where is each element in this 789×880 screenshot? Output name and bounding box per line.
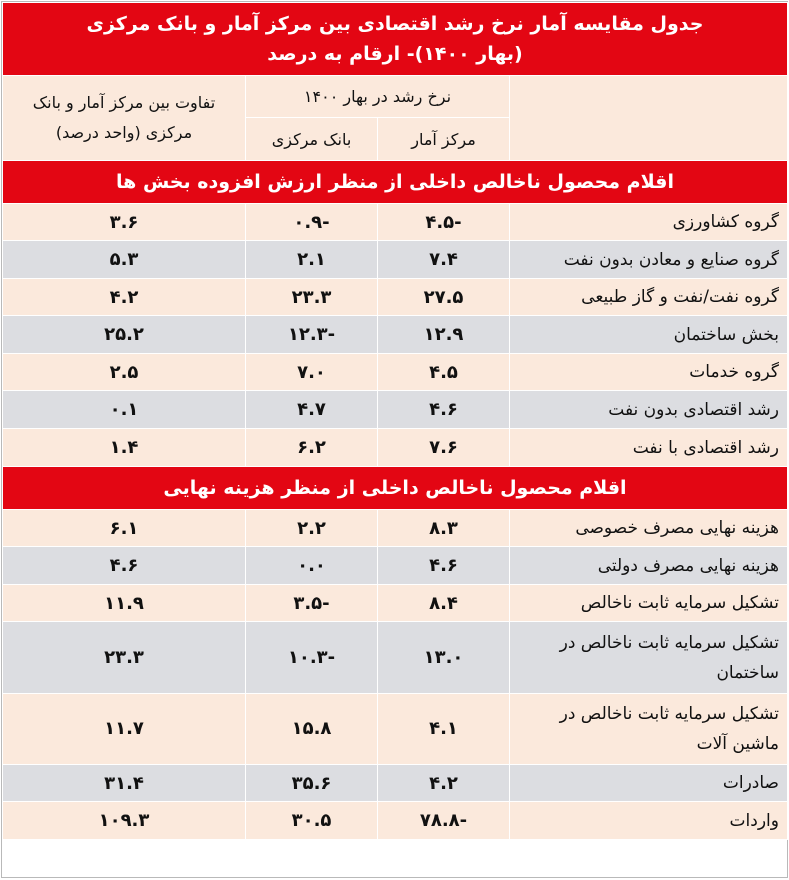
section-title: اقلام محصول ناخالص داخلی از منظر ارزش افزوده بخش ها bbox=[3, 161, 788, 204]
difference-value: ۴.۶ bbox=[3, 547, 246, 585]
row-label: گروه نفت/نفت و گاز طبیعی bbox=[510, 279, 788, 316]
header-difference: تفاوت بین مرکز آمار و بانک مرکزی (واحد درصد) bbox=[3, 76, 246, 161]
row-label: گروه صنایع و معادن بدون نفت bbox=[510, 241, 788, 279]
statistics-center-value: ۲۷.۵ bbox=[378, 279, 510, 316]
difference-value: ۲۵.۲ bbox=[3, 316, 246, 354]
central-bank-value: ۳۵.۶ bbox=[246, 765, 378, 802]
table-row bbox=[3, 204, 788, 241]
table-row bbox=[3, 391, 788, 429]
table-row bbox=[3, 429, 788, 467]
statistics-center-value: ۴.۶ bbox=[378, 391, 510, 429]
comparison-table-figure bbox=[1, 1, 788, 878]
row-label: رشد اقتصادی با نفت bbox=[510, 429, 788, 467]
row-label: تشکیل سرمایه ثابت ناخالص در ماشین آلات bbox=[510, 694, 788, 765]
difference-value: ۱.۴ bbox=[3, 429, 246, 467]
header-empty-cell bbox=[510, 76, 788, 161]
difference-value: ۳۱.۴ bbox=[3, 765, 246, 802]
difference-value: ۱۱.۹ bbox=[3, 585, 246, 622]
table-row bbox=[3, 765, 788, 802]
statistics-center-value: ۴.۲ bbox=[378, 765, 510, 802]
central-bank-value: ۰.۰ bbox=[246, 547, 378, 585]
table-row bbox=[3, 354, 788, 391]
central-bank-value: ۲.۲ bbox=[246, 510, 378, 547]
header-statistics-center: مرکز آمار bbox=[378, 118, 510, 161]
central-bank-value: -۳.۵ bbox=[246, 585, 378, 622]
central-bank-value: ۲۳.۳ bbox=[246, 279, 378, 316]
statistics-center-value: ۷.۶ bbox=[378, 429, 510, 467]
table-title-line2: (بهار ۱۴۰۰)- ارقام به درصد bbox=[267, 43, 523, 65]
row-label: بخش ساختمان bbox=[510, 316, 788, 354]
difference-value: ۰.۱ bbox=[3, 391, 246, 429]
difference-value: ۴.۲ bbox=[3, 279, 246, 316]
difference-value: ۲۳.۳ bbox=[3, 622, 246, 694]
table-row bbox=[3, 510, 788, 547]
row-label: تشکیل سرمایه ثابت ناخالص در ساختمان bbox=[510, 622, 788, 694]
table-row bbox=[3, 622, 788, 694]
central-bank-value: -۱۲.۳ bbox=[246, 316, 378, 354]
difference-value: ۵.۳ bbox=[3, 241, 246, 279]
statistics-center-value: -۴.۵ bbox=[378, 204, 510, 241]
central-bank-value: ۷.۰ bbox=[246, 354, 378, 391]
section-title: اقلام محصول ناخالص داخلی از منظر هزینه نهایی bbox=[3, 467, 788, 510]
table-row bbox=[3, 802, 788, 840]
header-central-bank: بانک مرکزی bbox=[246, 118, 378, 161]
central-bank-value: ۴.۷ bbox=[246, 391, 378, 429]
statistics-center-value: ۷.۴ bbox=[378, 241, 510, 279]
table-title bbox=[3, 3, 788, 76]
table-title-line1: جدول مقایسه آمار نرخ رشد اقتصادی بین مرکز آمار و بانک مرکزی bbox=[86, 13, 704, 35]
statistics-center-value: ۱۲.۹ bbox=[378, 316, 510, 354]
statistics-center-value: ۱۳.۰ bbox=[378, 622, 510, 694]
difference-value: ۱۱.۷ bbox=[3, 694, 246, 765]
table-body bbox=[3, 161, 788, 840]
difference-value: ۲.۵ bbox=[3, 354, 246, 391]
row-label: صادرات bbox=[510, 765, 788, 802]
header-group-label: نرخ رشد در بهار ۱۴۰۰ bbox=[246, 76, 510, 118]
row-label: تشکیل سرمایه ثابت ناخالص bbox=[510, 585, 788, 622]
growth-rate-table bbox=[2, 2, 788, 840]
row-label: گروه کشاورزی bbox=[510, 204, 788, 241]
central-bank-value: ۲.۱ bbox=[246, 241, 378, 279]
statistics-center-value: ۸.۳ bbox=[378, 510, 510, 547]
row-label: هزینه نهایی مصرف دولتی bbox=[510, 547, 788, 585]
statistics-center-value: -۷۸.۸ bbox=[378, 802, 510, 840]
central-bank-value: ۳۰.۵ bbox=[246, 802, 378, 840]
table-row bbox=[3, 279, 788, 316]
row-label: رشد اقتصادی بدون نفت bbox=[510, 391, 788, 429]
row-label: هزینه نهایی مصرف خصوصی bbox=[510, 510, 788, 547]
table-row bbox=[3, 547, 788, 585]
difference-value: ۱۰۹.۳ bbox=[3, 802, 246, 840]
central-bank-value: ۱۵.۸ bbox=[246, 694, 378, 765]
central-bank-value: -۰.۹ bbox=[246, 204, 378, 241]
central-bank-value: -۱۰.۳ bbox=[246, 622, 378, 694]
table-row bbox=[3, 694, 788, 765]
difference-value: ۳.۶ bbox=[3, 204, 246, 241]
row-label: گروه خدمات bbox=[510, 354, 788, 391]
table-row bbox=[3, 585, 788, 622]
statistics-center-value: ۸.۴ bbox=[378, 585, 510, 622]
row-label: واردات bbox=[510, 802, 788, 840]
statistics-center-value: ۴.۶ bbox=[378, 547, 510, 585]
central-bank-value: ۶.۲ bbox=[246, 429, 378, 467]
statistics-center-value: ۴.۵ bbox=[378, 354, 510, 391]
difference-value: ۶.۱ bbox=[3, 510, 246, 547]
statistics-center-value: ۴.۱ bbox=[378, 694, 510, 765]
table-row bbox=[3, 241, 788, 279]
table-row bbox=[3, 316, 788, 354]
